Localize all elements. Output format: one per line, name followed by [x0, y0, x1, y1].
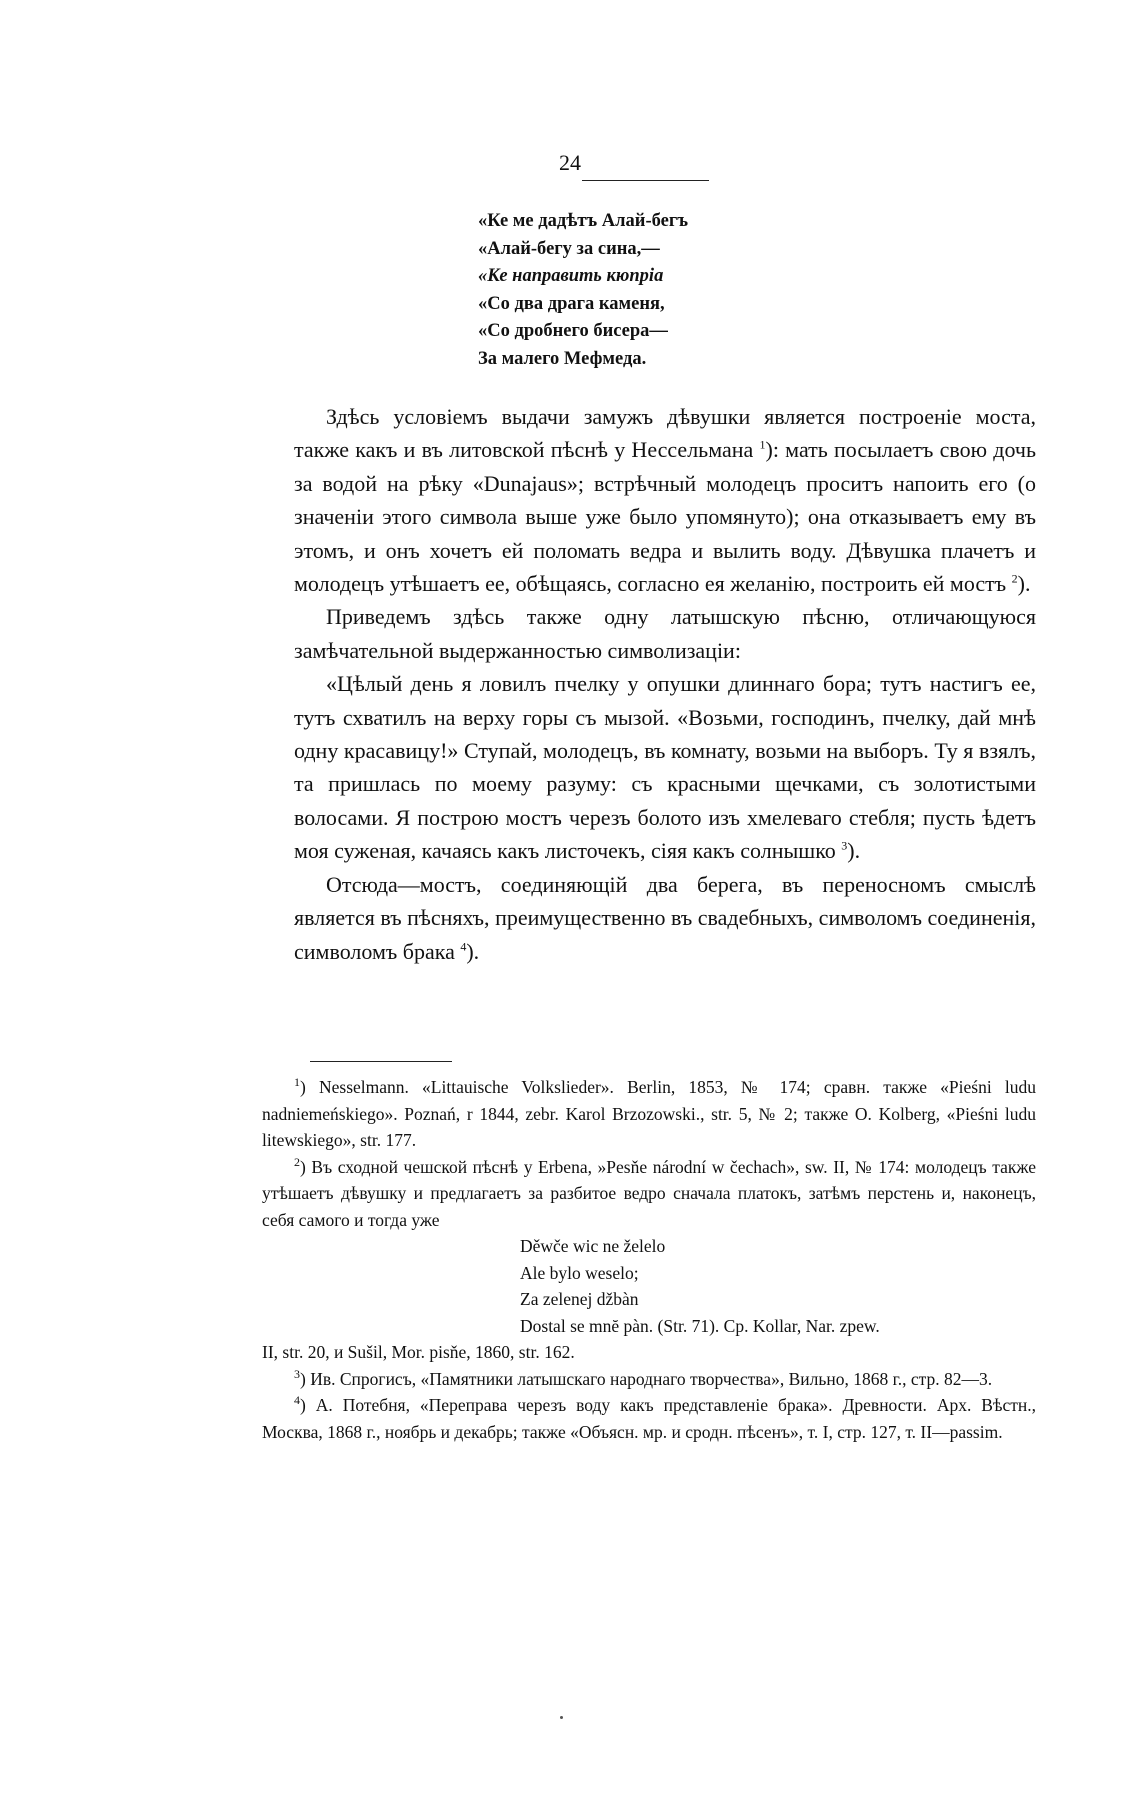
paragraph-text: ). — [847, 838, 861, 864]
footnote-verse — [262, 1233, 1036, 1339]
main-text — [294, 400, 1036, 968]
footnote — [262, 1366, 1036, 1393]
verse-line: Za zelenej džbàn — [520, 1289, 639, 1309]
paragraph-text: «Цѣлый день я ловилъ пчелку у опушки длиннаго бора; тутъ настигъ ее, тутъ схватилъ на верху горы съ мызой. «Возьми, господинъ, пчелку, дай мнѣ одну красавицу!» Ступай, молодецъ, въ комнату, возьми на выборъ. Ту я взялъ, та пришлась по моему разуму: съ красными щечками, съ золотистыми волосами. Я построю мостъ черезъ болото изъ хмелеваго стебля; пусть ѣдетъ моя суженая, качаясь какъ листочекъ, сіяя какъ солнышко — [294, 671, 1036, 864]
paragraph-text: Приведемъ здѣсь также одну латышскую пѣсню, отличающуюся замѣчательной выдержанностью символизаціи: — [294, 604, 1036, 663]
poem-line: «Со дробнего бисера— — [478, 321, 668, 341]
footnote-ref: 2 — [1011, 571, 1018, 586]
footnote-text: ) А. Потебня, «Переправа черезъ воду какъ представленіе брака». Древности. Арх. Вѣстн., Москва, 1868 г., ноябрь и декабрь; также «Объясн. мр. и сродн. пѣсенъ», т. I, стр. 127, т. II—passim. — [262, 1395, 1036, 1442]
footnote — [262, 1154, 1036, 1234]
poem — [478, 208, 688, 373]
footnote-separator — [310, 1061, 452, 1062]
paragraph-text: ). — [466, 938, 480, 964]
footnote-ref: 4 — [460, 939, 467, 954]
footnote — [262, 1074, 1036, 1154]
footnote-ref: 3 — [841, 838, 848, 853]
paragraph-text: Здѣсь условіемъ выдачи замужъ дѣвушки является построеніе моста, также какъ и въ литовской пѣснѣ у Нессельмана — [294, 404, 1036, 463]
poem-line — [478, 263, 688, 291]
poem-line: «Ке ме дадѣтъ Алай-бегъ — [478, 211, 689, 231]
footnote-text: ) Ив. Спрогисъ, «Памятники латышскаго народнаго творчества», Вильно, 1868 г., стр. 82—3. — [300, 1368, 993, 1389]
footnote-text: ) Въ сходной чешской пѣснѣ у Erbena, »Pesňe národní w čechach», sw. II, № 174: молодецъ также утѣшаетъ дѣвушку и предлагаетъ за разбитое ведро сначала платокъ, затѣмъ перстень и, наконецъ, себя самого и тогда уже — [262, 1156, 1036, 1230]
footnote-mark: 2 — [294, 1154, 300, 1169]
print-speck — [560, 1716, 563, 1719]
poem-line: «Алай-бегу за сина,— — [478, 238, 660, 259]
footnotes — [262, 1074, 1036, 1445]
footnote-text: ) Nesselmann. «Littauische Volkslieder». Berlin, 1853, № 174; сравн. также «Pieśni ludu nadniemeńskiego». Poznań, r 1844, zebr. Karol Brzozowski., str. 5, № 2; также O. Kolberg, «Pieśni ludu litewskiego», str. 177. — [262, 1077, 1036, 1150]
poem-line: «Со два драга каменя, — [478, 293, 665, 314]
paragraph-text: ): мать посылаетъ свою дочь за водой на рѣку «Dunajaus»; встрѣчный молодецъ проситъ напоить его (о значеніи этого символа выше уже было упомянуто); она отказываетъ ему въ этомъ, и онъ хочетъ ей поломать ведра и вылить воду. Дѣвушка плачетъ и молодецъ утѣшаетъ ее, обѣщаясь, согласно ея желанію, построить ей мостъ — [294, 437, 1037, 597]
footnote-mark: 3 — [294, 1366, 300, 1381]
poem-line-italic: «Ке направить кюпріа — [478, 266, 664, 286]
page-number: 24 — [559, 150, 581, 175]
paragraph-text: ). — [1017, 571, 1031, 597]
verse-line: Ale bylo weselo; — [520, 1262, 639, 1283]
paragraph-text: Отсюда—мостъ, соединяющій два берега, въ переносномъ смыслѣ является въ пѣсняхъ, преимущественно въ свадебныхъ, символомъ соединенія, символомъ брака — [294, 871, 1036, 964]
page-number-rule — [582, 180, 709, 181]
poem-line: За малего Мефмеда. — [478, 348, 647, 369]
paragraph — [294, 600, 1036, 667]
quote-paragraph — [294, 667, 1036, 867]
paragraph — [294, 868, 1036, 968]
verse-line: Dostal se mnĕ pàn. (Str. 71). Cp. Kollar, Nar. zpew. — [520, 1315, 880, 1336]
footnote-continuation: II, str. 20, и Sušil, Mor. pisňe, 1860, str. 162. — [262, 1342, 575, 1362]
footnote-ref: 1 — [759, 438, 766, 453]
footnote-mark: 1 — [294, 1075, 300, 1090]
verse-line: Děwče wic ne želelo — [520, 1236, 666, 1256]
paragraph — [294, 400, 1036, 600]
footnote-mark: 4 — [294, 1393, 300, 1408]
footnote — [262, 1392, 1036, 1445]
